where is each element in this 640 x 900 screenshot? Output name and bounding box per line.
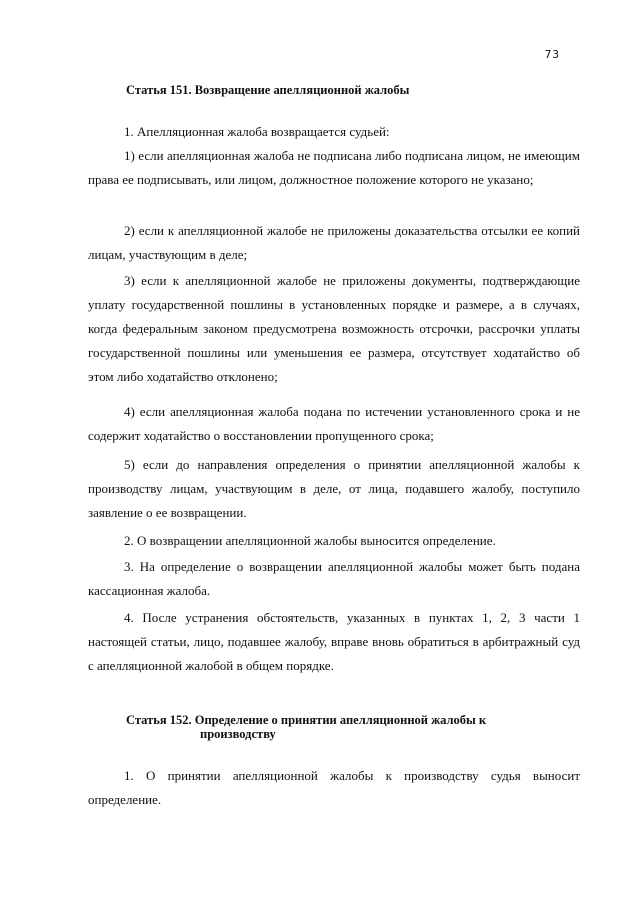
article-152-paragraph-1: 1. О принятии апелляционной жалобы к производству судья выносит определение. <box>88 768 580 807</box>
article-152-title: Статья 152. Определение о принятии апелляционной жалобы к <box>126 713 487 727</box>
article-151-paragraph-1: 1. Апелляционная жалоба возвращается судьей: <box>124 124 390 139</box>
article-151-item-5: 5) если до направления определения о принятии апелляционной жалобы к производству лицам, участвующим в деле, от лица, подавшего жалобу, поступило заявление о ее возвращении. <box>88 457 580 520</box>
article-151-item-2: 2) если к апелляционной жалобе не приложены доказательства отсылки ее копий лицам, участвующим в деле; <box>88 223 580 262</box>
article-152-title-continuation: производству <box>200 727 276 741</box>
article-151-paragraph-4: 4. После устранения обстоятельств, указанных в пунктах 1, 2, 3 части 1 настоящей статьи, лицо, подавшее жалобу, вправе вновь обратиться в арбитражный суд с апелляционной жалобой в общем порядке. <box>88 610 580 673</box>
page-number: 73 <box>544 48 560 61</box>
article-151-paragraph-2: 2. О возвращении апелляционной жалобы выносится определение. <box>124 533 496 548</box>
article-151-item-1: 1) если апелляционная жалоба не подписана либо подписана лицом, не имеющим права ее подписывать, или лицом, должностное положение которого не указано; <box>88 148 580 187</box>
article-151-item-3: 3) если к апелляционной жалобе не приложены документы, подтверждающие уплату государственной пошлины в установленных порядке и размере, а в случаях, когда федеральным законом предусмотрена возможность отсрочки, рассрочки уплаты государственной пошлины или уменьшения ее размера, отсутствует ходатайство об этом либо ходатайство отклонено; <box>88 273 580 384</box>
article-151-title: Статья 151. Возвращение апелляционной жалобы <box>126 83 410 97</box>
article-151-paragraph-3: 3. На определение о возвращении апелляционной жалобы может быть подана кассационная жалоба. <box>88 559 580 598</box>
article-151-item-4: 4) если апелляционная жалоба подана по истечении установленного срока и не содержит ходатайство о восстановлении пропущенного срока; <box>88 404 580 443</box>
